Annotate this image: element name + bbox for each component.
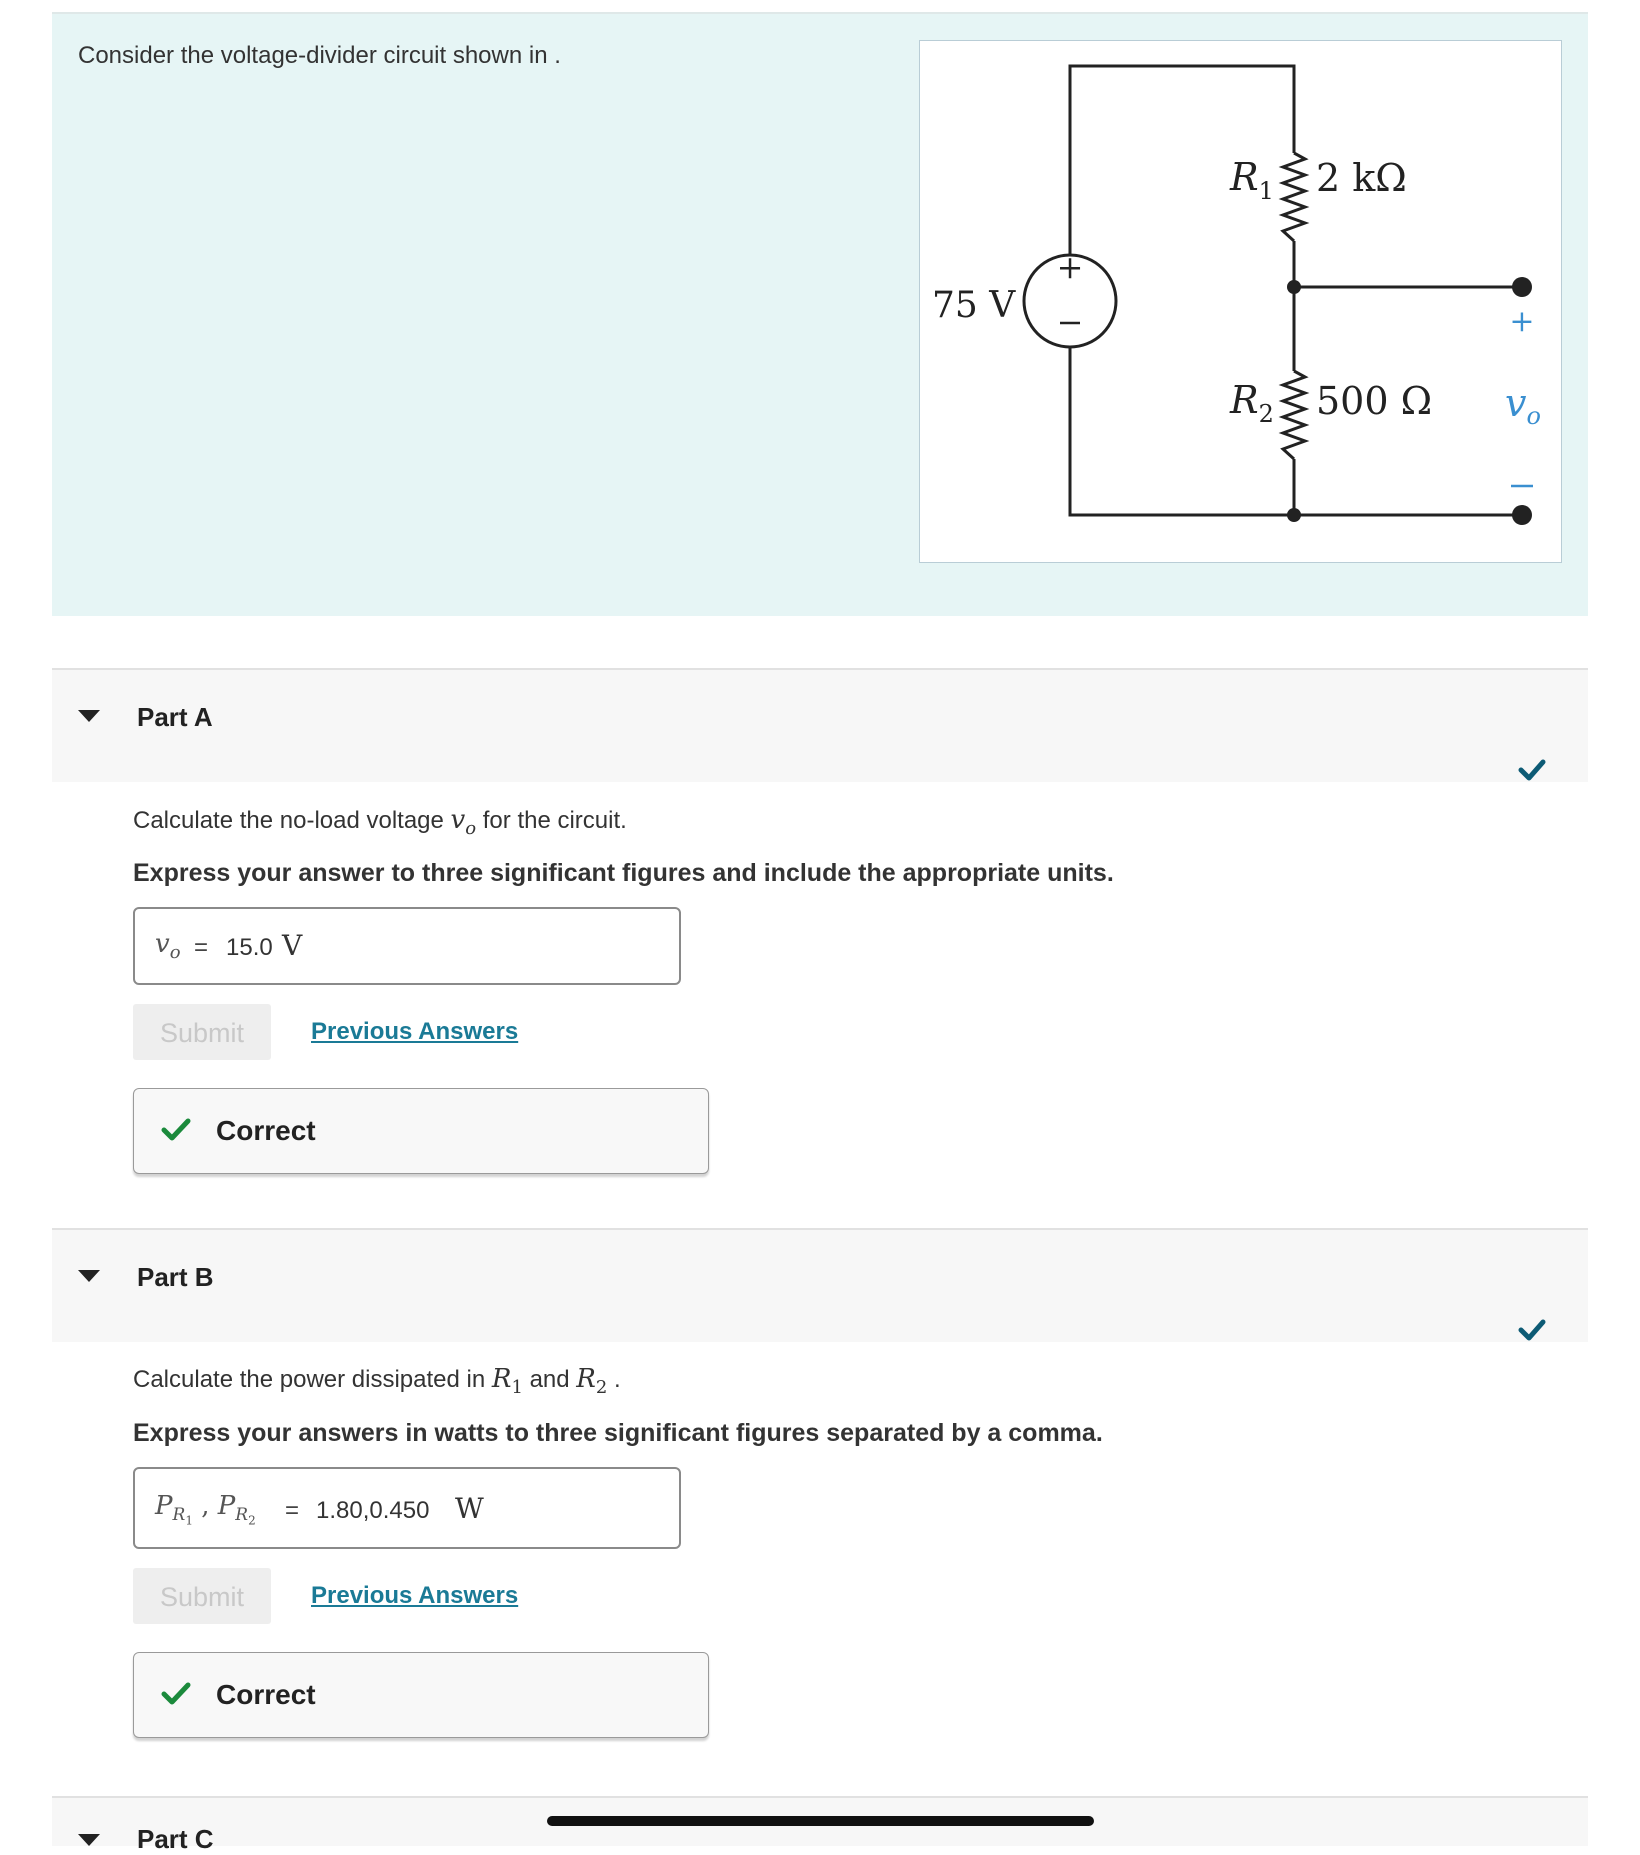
part-a-feedback bbox=[133, 1088, 709, 1174]
collapse-caret-icon[interactable] bbox=[78, 1270, 100, 1282]
part-c-title: Part C bbox=[137, 1824, 214, 1854]
vo-plus: + bbox=[1509, 304, 1535, 339]
node-mid bbox=[1287, 280, 1301, 294]
part-a-submit-button[interactable]: Submit bbox=[133, 1004, 271, 1060]
equals-sign: = bbox=[194, 934, 209, 961]
answer-value[interactable]: 15.0 bbox=[226, 934, 273, 961]
part-a-instruction: Express your answer to three significant figures and include the appropriate units. bbox=[133, 859, 1114, 887]
part-a-previous-answers-link[interactable]: Previous Answers bbox=[311, 1018, 519, 1045]
answer-unit: V bbox=[282, 929, 303, 962]
circuit-diagram bbox=[920, 41, 1561, 562]
vo-label: $v_o$ bbox=[1505, 381, 1541, 430]
problem-intro bbox=[52, 14, 1588, 616]
part-a-title: Part A bbox=[137, 702, 213, 732]
answer-lhs: $P_{R_1}$ , $P_{R_2}$ bbox=[155, 1491, 256, 1528]
r2-symbol: $R_2$ bbox=[576, 1364, 608, 1399]
terminal-bottom bbox=[1512, 505, 1532, 525]
source-label: 75 V bbox=[932, 285, 1016, 326]
vo-symbol: $v_o$ bbox=[450, 805, 477, 840]
r1-value: 2 kΩ bbox=[1316, 156, 1407, 200]
prompt-and: and bbox=[522, 1366, 577, 1393]
part-a-prompt bbox=[133, 805, 627, 839]
correct-check-icon bbox=[161, 1681, 191, 1707]
prompt-text-after: for the circuit. bbox=[476, 807, 627, 834]
source-plus: + bbox=[1056, 248, 1084, 286]
part-b-prompt bbox=[133, 1364, 621, 1398]
equals-sign: = bbox=[285, 1497, 300, 1524]
r2-value: 500 Ω bbox=[1316, 379, 1433, 423]
part-b-instruction: Express your answers in watts to three significant figures separated by a comma. bbox=[133, 1419, 1103, 1447]
r1-label: $R_1$ bbox=[1230, 155, 1274, 205]
resistor-r1 bbox=[1283, 153, 1305, 241]
part-b-answer-field[interactable] bbox=[133, 1467, 681, 1549]
collapse-caret-icon[interactable] bbox=[78, 1834, 100, 1846]
answer-value[interactable]: 1.80,0.450 bbox=[316, 1497, 430, 1524]
feedback-text: Correct bbox=[216, 1115, 316, 1146]
r1-symbol: $R_1$ bbox=[491, 1364, 523, 1399]
feedback-text: Correct bbox=[216, 1679, 316, 1710]
prompt-text: Calculate the power dissipated in bbox=[133, 1366, 492, 1393]
part-b-complete-check-icon bbox=[1518, 1318, 1546, 1342]
prompt-text: Calculate the no-load voltage bbox=[133, 807, 451, 834]
terminal-top bbox=[1512, 277, 1532, 297]
answer-unit: W bbox=[455, 1492, 484, 1525]
part-b-title: Part B bbox=[137, 1262, 214, 1292]
intro-text: Consider the voltage-divider circuit shown in . bbox=[78, 42, 561, 69]
part-b-feedback bbox=[133, 1652, 709, 1738]
prompt-text-after: . bbox=[607, 1366, 621, 1393]
resistor-r2 bbox=[1283, 371, 1305, 459]
r2-label: $R_2$ bbox=[1230, 378, 1274, 428]
part-a-header[interactable] bbox=[52, 668, 1588, 782]
home-indicator[interactable] bbox=[547, 1816, 1094, 1826]
correct-check-icon bbox=[161, 1117, 191, 1143]
part-a-answer-field[interactable] bbox=[133, 907, 681, 985]
circuit-figure bbox=[919, 40, 1562, 563]
part-b-submit-button[interactable]: Submit bbox=[133, 1568, 271, 1624]
part-b-header[interactable] bbox=[52, 1228, 1588, 1342]
node-bottom bbox=[1287, 508, 1301, 522]
collapse-caret-icon[interactable] bbox=[78, 710, 100, 722]
answer-lhs: $v_o$ bbox=[155, 929, 181, 964]
part-a-complete-check-icon bbox=[1518, 758, 1546, 782]
part-b-previous-answers-link[interactable]: Previous Answers bbox=[311, 1582, 519, 1609]
